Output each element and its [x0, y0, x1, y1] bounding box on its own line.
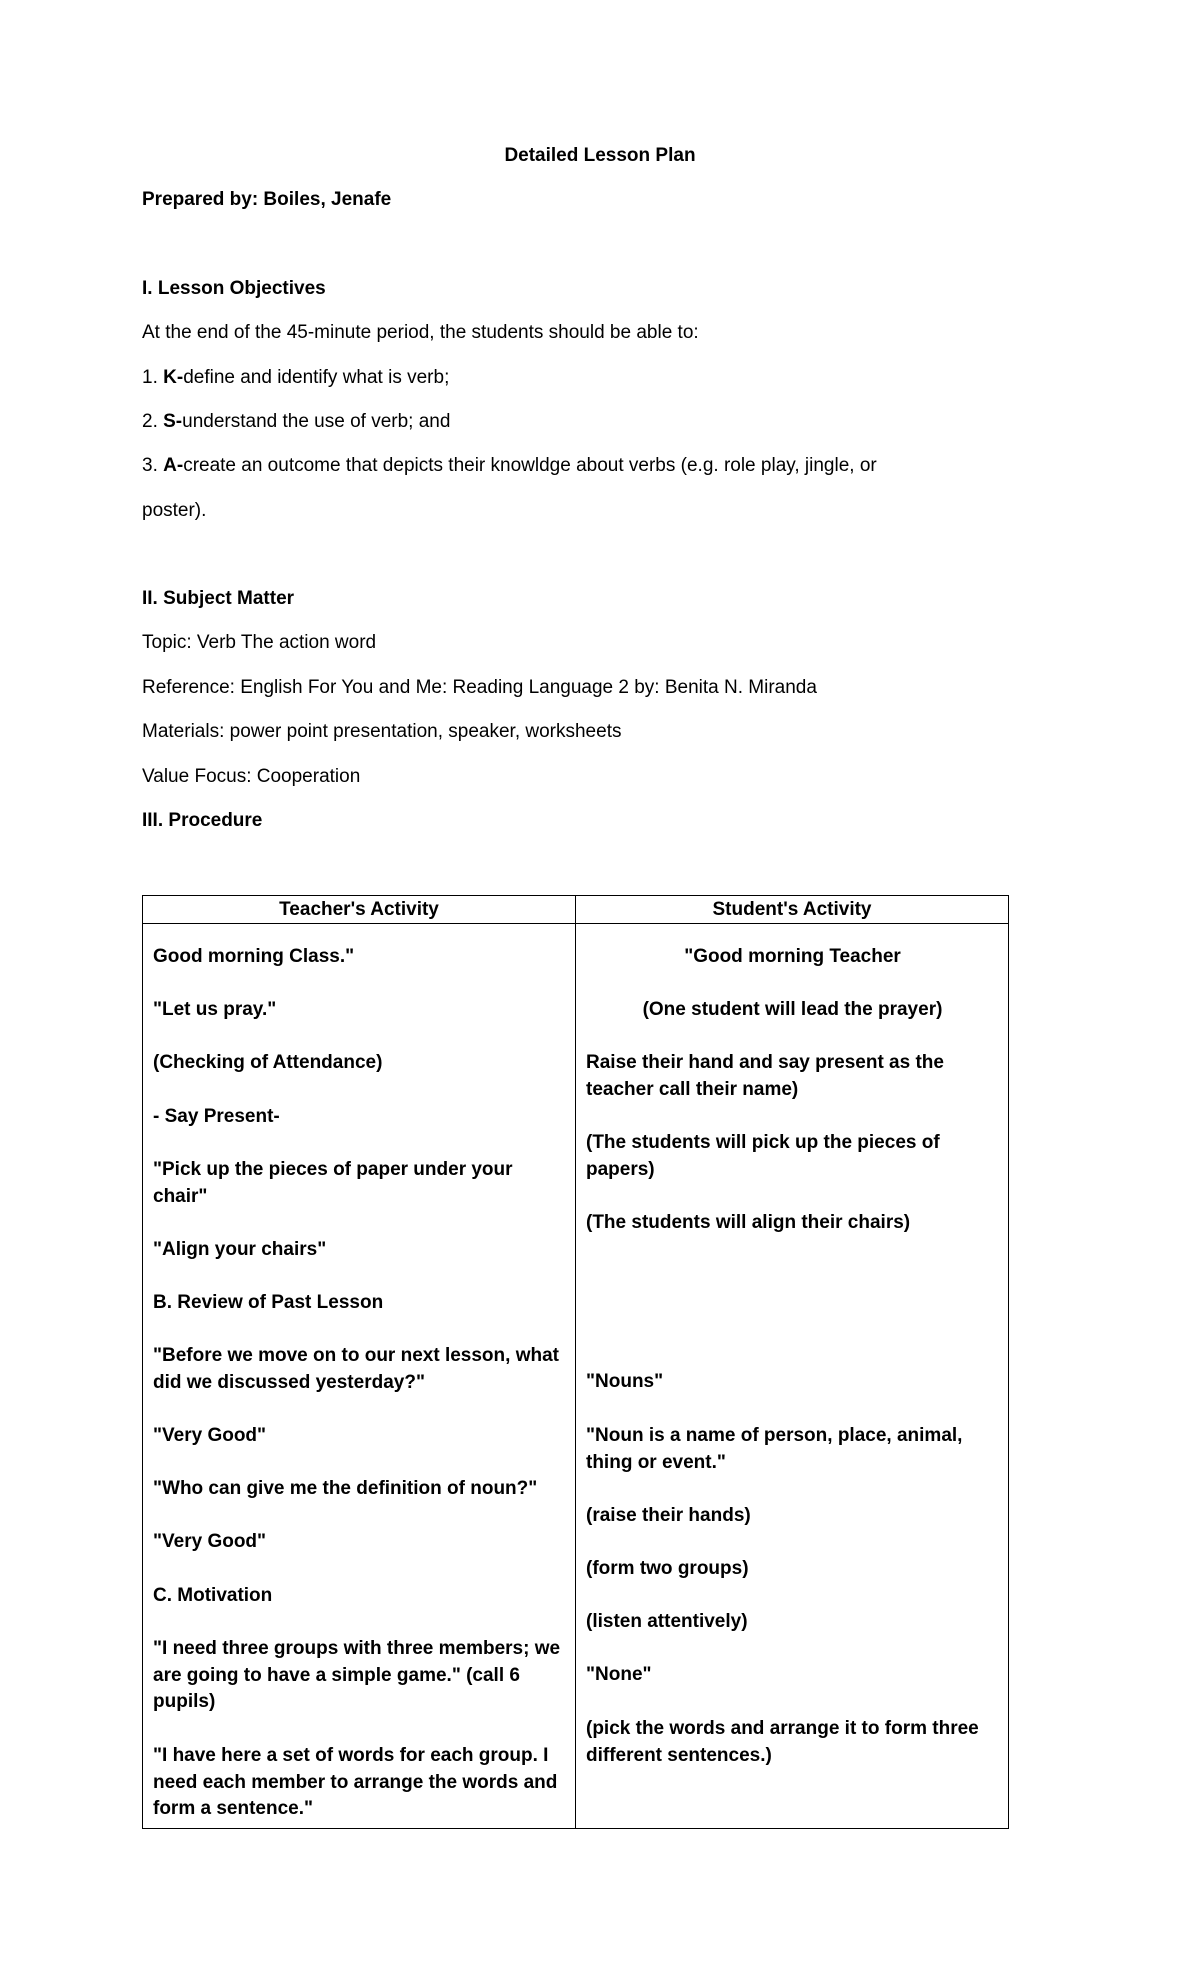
student-line: (listen attentively)	[586, 1611, 748, 1632]
objective-letter: A-	[163, 455, 184, 476]
teacher-line: "Very Good"	[153, 1531, 267, 1552]
teacher-line: "Pick up the pieces of paper under your chair"	[153, 1159, 513, 1207]
objective-number: 2.	[142, 411, 164, 432]
student-line: "Good morning Teacher	[684, 946, 901, 967]
reference-line: Reference: English For You and Me: Reading Language 2 by: Benita N. Miranda	[142, 677, 817, 698]
student-line: Raise their hand and say present as the teacher call their name)	[586, 1052, 944, 1100]
objective-item	[142, 454, 877, 478]
student-line: "Noun is a name of person, place, animal, thing or event."	[586, 1425, 963, 1473]
procedure-table	[142, 895, 1009, 1829]
subject-matter-heading: II. Subject Matter	[142, 588, 295, 609]
document-title: Detailed Lesson Plan	[504, 145, 696, 166]
prepared-by: Prepared by: Boiles, Jenafe	[142, 189, 392, 210]
objectives-heading: I. Lesson Objectives	[142, 278, 326, 299]
objective-text: create an outcome that depicts their knowldge about verbs (e.g. role play, jingle, or	[183, 455, 877, 476]
teacher-line: Good morning Class."	[153, 946, 355, 967]
student-activity-cell	[576, 924, 1009, 1829]
objective-continuation: poster).	[142, 500, 207, 521]
objective-number: 1.	[142, 367, 164, 388]
objective-letter: K-	[163, 367, 184, 388]
teacher-activity-cell	[143, 924, 576, 1829]
teacher-line: (Checking of Attendance)	[153, 1052, 383, 1073]
table-header-row	[143, 896, 1009, 924]
student-line: (raise their hands)	[586, 1505, 751, 1526]
objective-letter: S-	[163, 411, 183, 432]
student-line: (One student will lead the prayer)	[642, 999, 943, 1020]
student-line: (The students will align their chairs)	[586, 1212, 911, 1233]
teacher-line: "Before we move on to our next lesson, what did we discussed yesterday?"	[153, 1345, 559, 1393]
objective-text: define and identify what is verb;	[183, 367, 450, 388]
student-line: "Nouns"	[586, 1371, 664, 1392]
student-line: (pick the words and arrange it to form three different sentences.)	[586, 1718, 979, 1766]
objective-number: 3.	[142, 455, 164, 476]
topic-line: Topic: Verb The action word	[142, 632, 377, 653]
teacher-line: "Let us pray."	[153, 999, 277, 1020]
teacher-line: "I need three groups with three members; we are going to have a simple game." (call 6 pupils)	[153, 1638, 561, 1712]
teacher-line: "I have here a set of words for each group. I need each member to arrange the words and form a sentence."	[153, 1745, 558, 1819]
teacher-line: - Say Present-	[153, 1106, 280, 1127]
objectives-intro: At the end of the 45-minute period, the students should be able to:	[142, 322, 699, 343]
table-row	[143, 924, 1009, 1829]
student-line: (The students will pick up the pieces of papers)	[586, 1132, 940, 1180]
student-line: (form two groups)	[586, 1558, 749, 1579]
teacher-line: "Very Good"	[153, 1425, 267, 1446]
objective-text: understand the use of verb; and	[182, 411, 451, 432]
teacher-line: B. Review of Past Lesson	[153, 1292, 384, 1313]
materials-line: Materials: power point presentation, speaker, worksheets	[142, 721, 622, 742]
teacher-line: "Who can give me the definition of noun?"	[153, 1478, 538, 1499]
value-focus-line: Value Focus: Cooperation	[142, 766, 361, 787]
teacher-line: "Align your chairs"	[153, 1239, 327, 1260]
objective-item	[142, 410, 450, 434]
objective-item	[142, 366, 449, 390]
procedure-heading: III. Procedure	[142, 810, 263, 831]
student-activity-header: Student's Activity	[576, 896, 1009, 924]
student-line: "None"	[586, 1664, 652, 1685]
teacher-line: C. Motivation	[153, 1585, 273, 1606]
teacher-activity-header: Teacher's Activity	[143, 896, 576, 924]
